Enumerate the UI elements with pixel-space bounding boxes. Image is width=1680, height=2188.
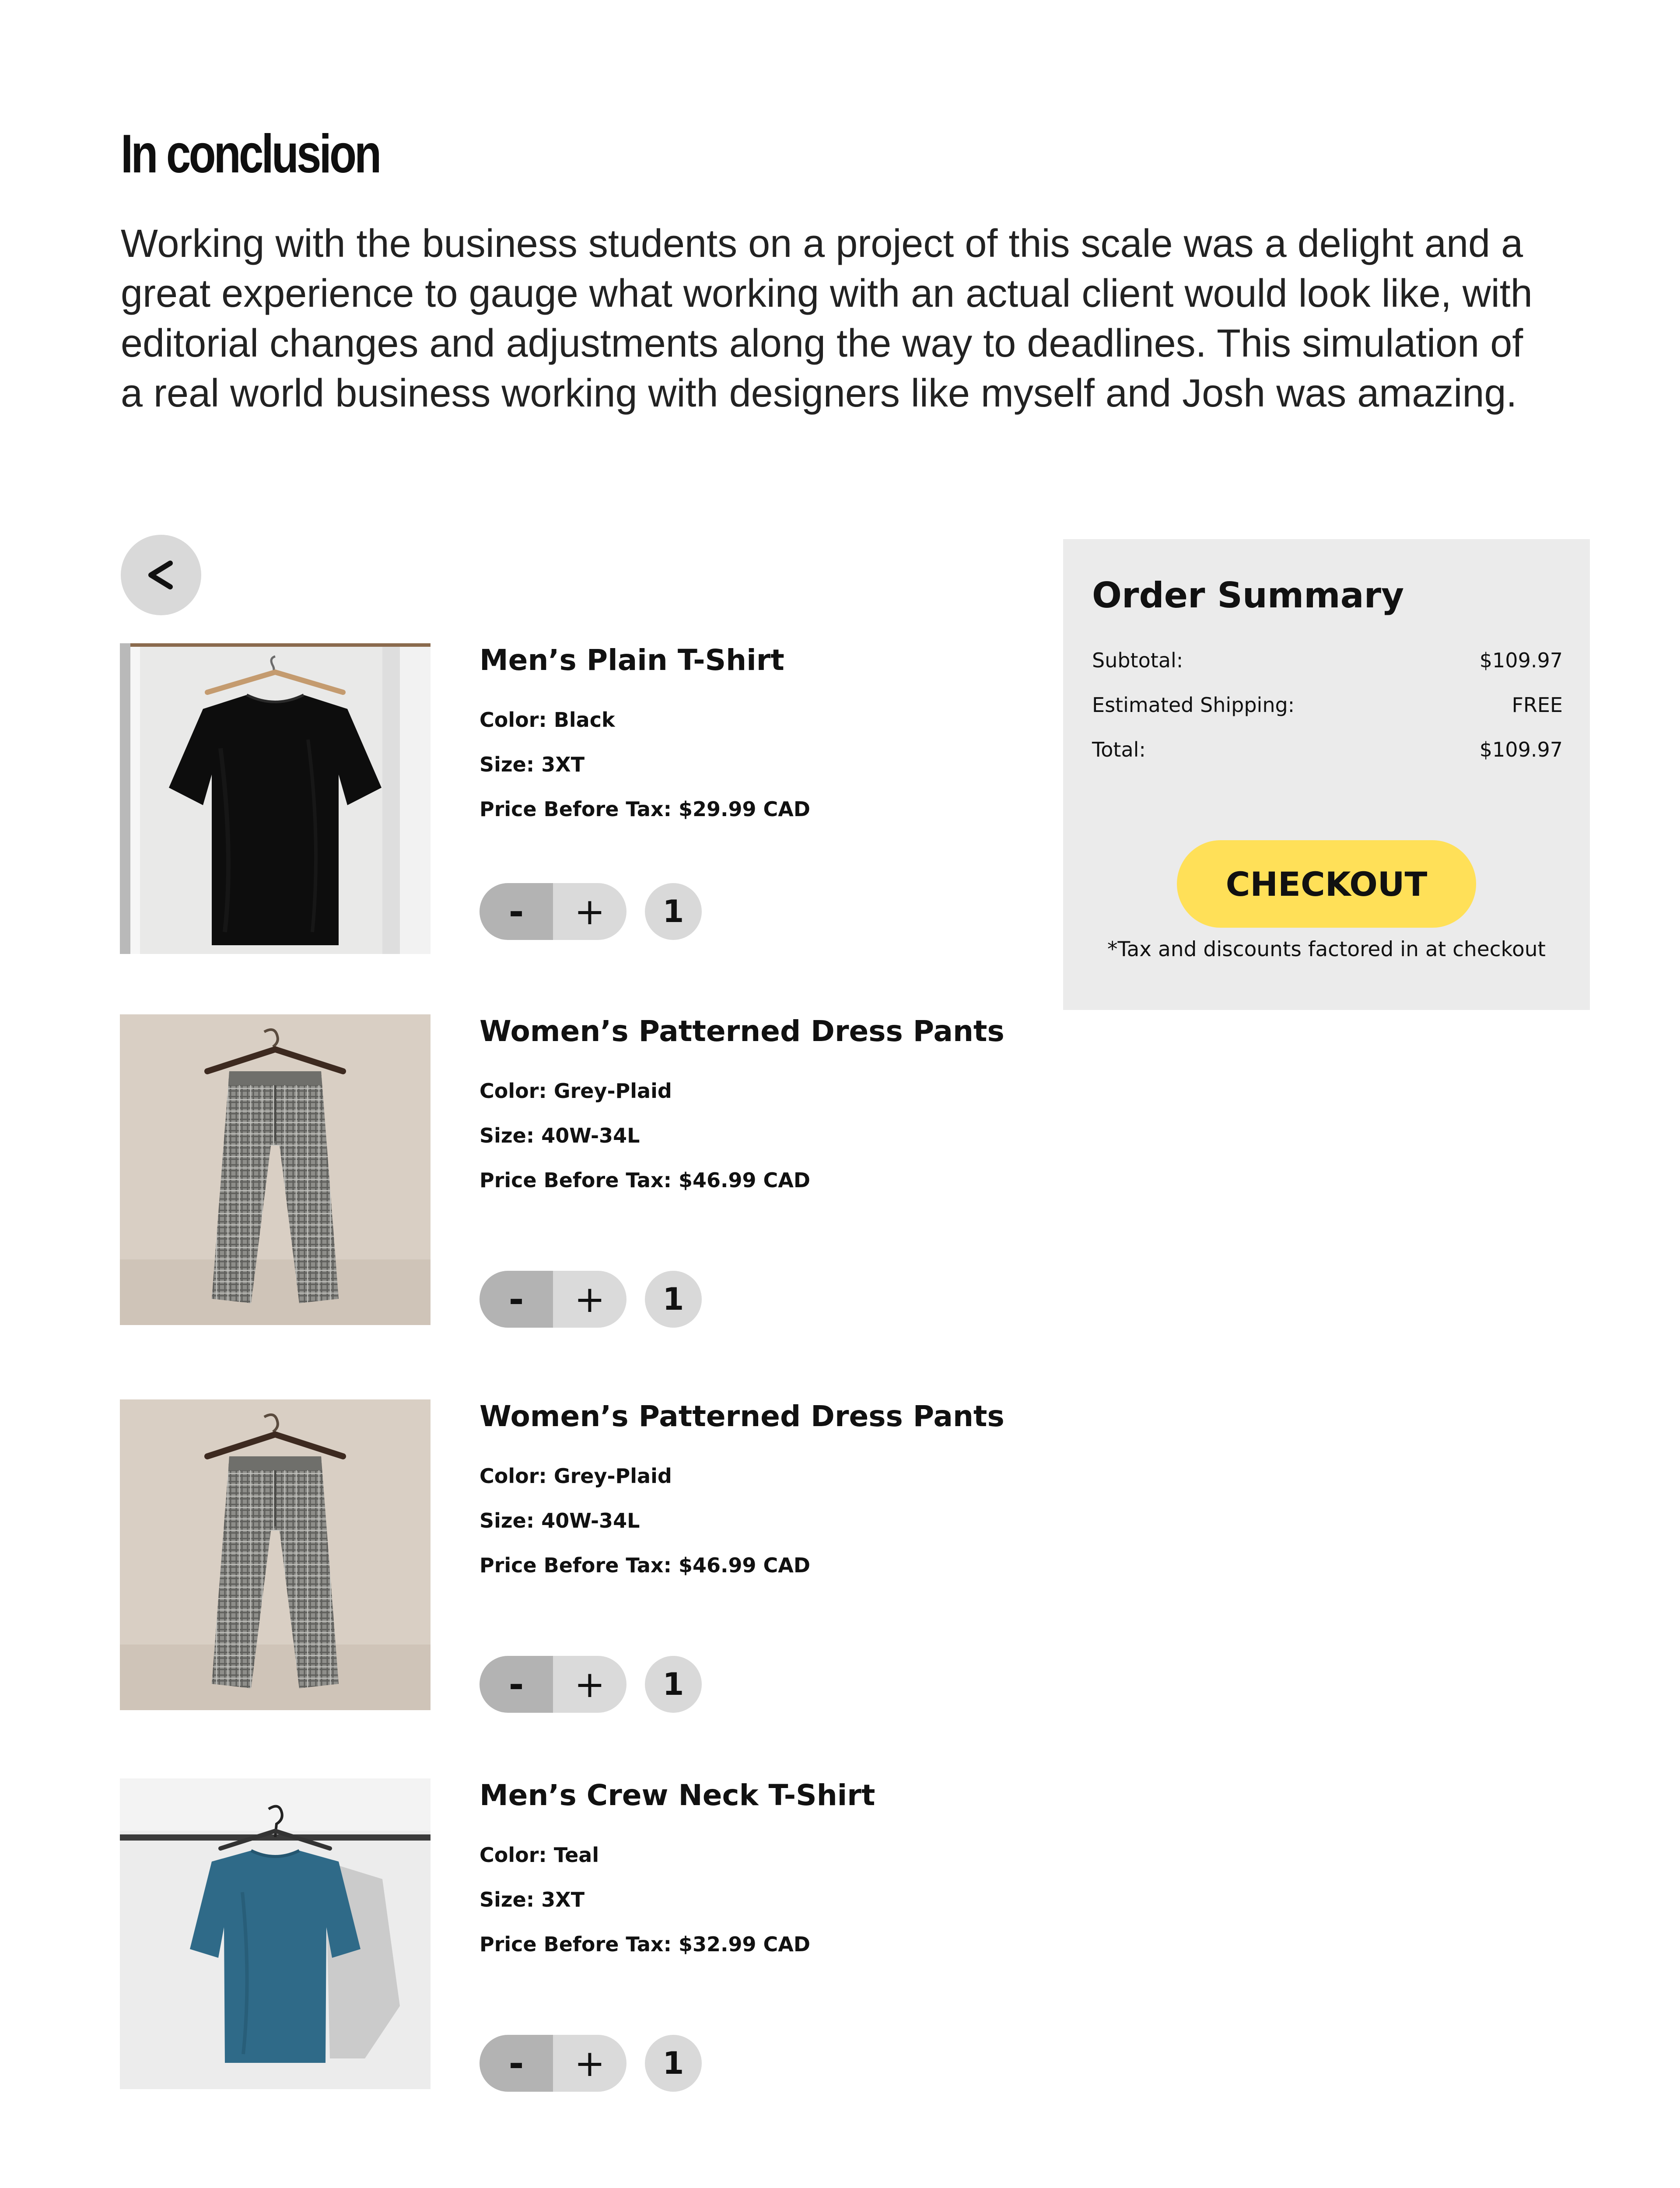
- item-color: Color: Teal: [480, 1843, 599, 1867]
- item-title: Women’s Patterned Dress Pants: [480, 1014, 1004, 1048]
- increase-button[interactable]: +: [553, 883, 626, 940]
- cart-item: [120, 1014, 1082, 1325]
- quantity-control: [480, 2035, 702, 2092]
- item-color: Color: Grey-Plaid: [480, 1464, 672, 1488]
- page-heading: In conclusion: [121, 124, 380, 184]
- decrease-button[interactable]: -: [480, 1656, 553, 1713]
- chevron-left-icon: [141, 555, 181, 595]
- total-row: [1092, 738, 1563, 761]
- decrease-button[interactable]: -: [480, 2035, 553, 2092]
- order-summary-title: Order Summary: [1092, 575, 1404, 616]
- back-button[interactable]: [121, 535, 201, 615]
- grey-plaid-pants-photo: [120, 1399, 430, 1710]
- quantity-stepper: [480, 2035, 626, 2092]
- item-title: Men’s Plain T-Shirt: [480, 643, 784, 677]
- shipping-value: FREE: [1512, 693, 1563, 717]
- item-size: Size: 40W-34L: [480, 1509, 640, 1532]
- quantity-count: 1: [645, 883, 702, 940]
- total-value: $109.97: [1479, 738, 1563, 761]
- teal-tshirt-photo: [120, 1778, 430, 2089]
- subtotal-value: $109.97: [1479, 649, 1563, 672]
- increase-button[interactable]: +: [553, 1271, 626, 1328]
- quantity-control: [480, 1271, 702, 1328]
- checkout-button[interactable]: CHECKOUT: [1177, 840, 1476, 928]
- item-color: Color: Black: [480, 708, 615, 732]
- tax-note: *Tax and discounts factored in at checkout: [1107, 937, 1546, 961]
- item-price: Price Before Tax: $46.99 CAD: [480, 1553, 811, 1577]
- item-price: Price Before Tax: $29.99 CAD: [480, 797, 811, 821]
- item-price: Price Before Tax: $46.99 CAD: [480, 1168, 811, 1192]
- cart-item: [120, 1778, 1082, 2089]
- item-title: Men’s Crew Neck T-Shirt: [480, 1778, 875, 1812]
- subtotal-row: [1092, 649, 1563, 672]
- black-tshirt-photo: [120, 643, 430, 954]
- grey-plaid-pants-photo: [120, 1014, 430, 1325]
- item-size: Size: 3XT: [480, 753, 585, 776]
- quantity-stepper: [480, 1656, 626, 1713]
- quantity-stepper: [480, 1271, 626, 1328]
- increase-button[interactable]: +: [553, 2035, 626, 2092]
- item-title: Women’s Patterned Dress Pants: [480, 1399, 1004, 1433]
- cart-item: [120, 643, 1082, 954]
- subtotal-label: Subtotal:: [1092, 649, 1183, 672]
- item-size: Size: 3XT: [480, 1888, 585, 1911]
- quantity-count: 1: [645, 1656, 702, 1713]
- item-size: Size: 40W-34L: [480, 1124, 640, 1147]
- increase-button[interactable]: +: [553, 1656, 626, 1713]
- order-summary-panel: [1063, 539, 1590, 1010]
- quantity-count: 1: [645, 2035, 702, 2092]
- shipping-row: [1092, 693, 1563, 717]
- quantity-stepper: [480, 883, 626, 940]
- quantity-control: [480, 883, 702, 940]
- quantity-count: 1: [645, 1271, 702, 1328]
- decrease-button[interactable]: -: [480, 1271, 553, 1328]
- shipping-label: Estimated Shipping:: [1092, 693, 1295, 717]
- total-label: Total:: [1092, 738, 1146, 761]
- decrease-button[interactable]: -: [480, 883, 553, 940]
- item-price: Price Before Tax: $32.99 CAD: [480, 1932, 811, 1956]
- item-color: Color: Grey-Plaid: [480, 1079, 672, 1103]
- cart-item: [120, 1399, 1082, 1710]
- quantity-control: [480, 1656, 702, 1713]
- intro-paragraph: Working with the business students on a project of this scale was a delight and a great experience to gauge what working with an actual client would look like, with editorial changes and adjustments along the way to deadlines. This simulation of a real world business working with designers like myself and Josh was amazing.: [121, 222, 1533, 415]
